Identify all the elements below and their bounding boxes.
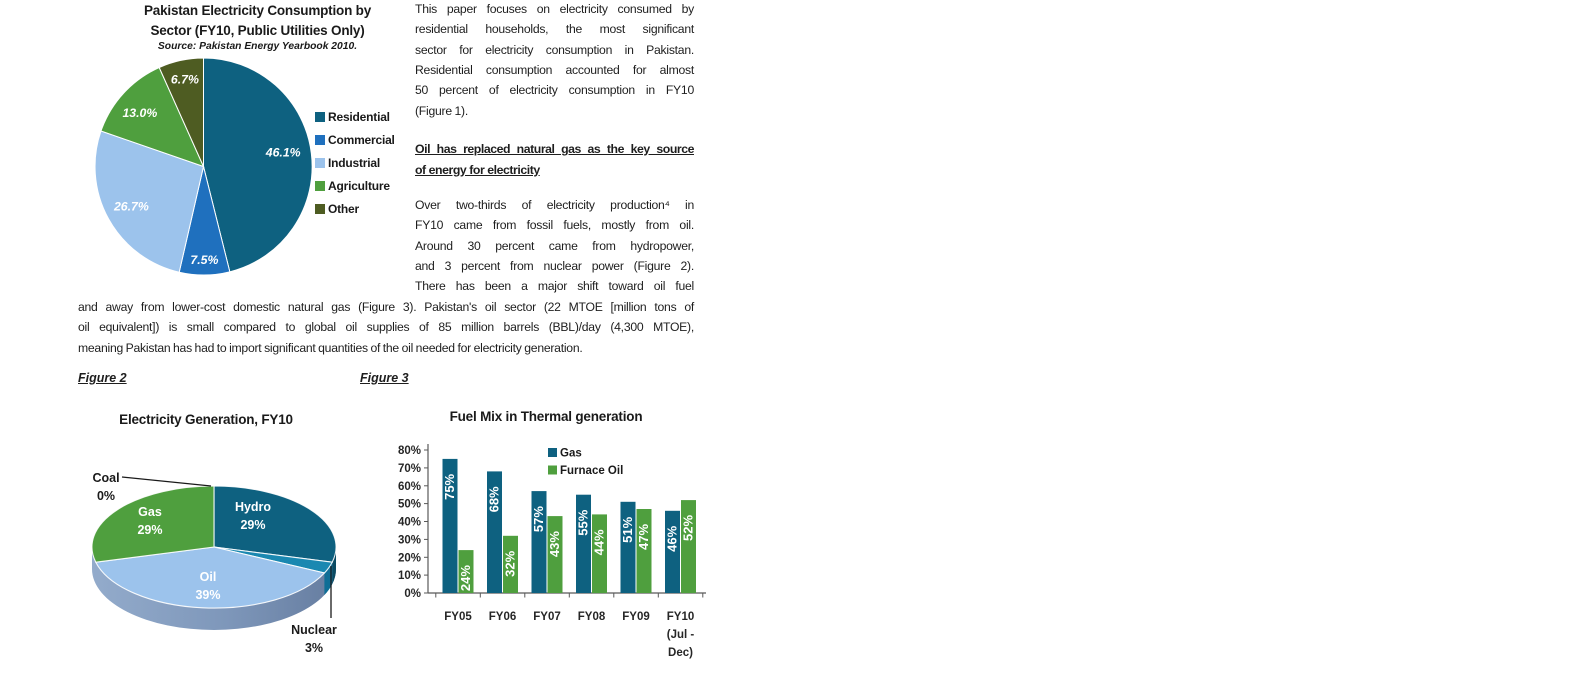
figure3-bar-chart	[390, 436, 716, 666]
bar-value-label: 47%	[636, 523, 651, 551]
x-axis-category-label: FY07	[533, 611, 561, 623]
legend-label: Gas	[560, 447, 582, 460]
figure3-caption: Figure 3	[360, 371, 409, 385]
x-axis-category-label: (Jul -	[666, 629, 695, 641]
y-axis-tick-label: 30%	[397, 534, 421, 547]
paragraph-2	[415, 195, 694, 297]
figure2-caption: Figure 2	[78, 371, 127, 385]
legend-swatch-furnace-oil	[548, 466, 557, 475]
y-axis-tick-label: 40%	[397, 516, 421, 529]
x-axis-category-label: FY09	[622, 611, 650, 623]
y-axis-tick-label: 0%	[404, 588, 421, 600]
x-axis-category-label: FY10	[666, 611, 695, 623]
y-axis-tick-label: 50%	[397, 498, 421, 511]
slice-percent-label: 29%	[137, 523, 163, 537]
paragraph-3	[78, 297, 694, 358]
legend-swatch	[315, 181, 325, 191]
y-axis-tick-label: 10%	[397, 570, 421, 583]
bar-furnace-oil-fy10	[681, 500, 696, 593]
x-axis-category-label: Dec)	[668, 647, 693, 659]
paragraph-line: This paper focuses on electricity consumed by	[415, 2, 694, 16]
slice-name-label: Hydro	[234, 500, 272, 514]
paragraph-line: sector for electricity consumption in Pakistan.	[415, 42, 694, 57]
pie-value-label: 46.1%	[265, 145, 301, 160]
legend-item-other	[315, 197, 395, 220]
pie-value-label: 13.0%	[122, 106, 158, 121]
figure1-title-line1: Pakistan Electricity Consumption by	[143, 3, 372, 18]
bar-gas-fy08	[576, 495, 591, 593]
figure1-pie-chart	[90, 53, 318, 281]
legend-label: Agriculture	[328, 178, 390, 193]
pie-value-label: 6.7%	[170, 72, 199, 87]
figure2-pie3d-chart	[80, 450, 350, 675]
legend-label: Industrial	[328, 155, 381, 170]
bar-value-label: 44%	[591, 529, 607, 556]
paragraph-line: Residential consumption accounted for almost	[415, 63, 694, 78]
legend-item-commercial	[315, 128, 395, 151]
slice-percent-label: 29%	[240, 518, 266, 532]
paragraph-line: residential households, the most significant	[415, 22, 694, 37]
legend-label: Other	[328, 201, 360, 216]
paragraph-line: meaning Pakistan has had to import significant quantities of the oil needed for electricity generation.	[78, 340, 583, 355]
bar-value-label: 52%	[680, 514, 696, 542]
bar-value-label: 51%	[620, 516, 635, 543]
legend-swatch	[315, 112, 325, 122]
bar-gas-fy09	[621, 502, 636, 593]
legend-label: Commercial	[328, 132, 395, 147]
legend-swatch	[315, 135, 325, 145]
figure1-title-line2: Sector (FY10, Public Utilities Only)	[150, 23, 365, 38]
slice-percent-label: 0%	[96, 489, 116, 503]
paragraph-1	[415, 0, 694, 121]
legend-item-industrial	[315, 151, 395, 174]
paragraph-line: and 3 percent from nuclear power (Figure 2).	[415, 259, 694, 274]
y-axis-tick-label: 20%	[397, 552, 421, 565]
section-heading	[415, 139, 694, 181]
paragraph-line: and away from lower-cost domestic natural gas (Figure 3). Pakistan's oil sector (22 MTOE [million tons of	[78, 300, 694, 314]
legend-item-agriculture	[315, 174, 395, 197]
heading-line: of energy for electricity	[415, 163, 540, 177]
x-axis-category-label: FY08	[577, 611, 606, 623]
legend-swatch	[315, 204, 325, 214]
y-axis-tick-label: 70%	[397, 462, 421, 475]
bar-value-label: 57%	[531, 506, 546, 533]
paragraph-line: oil equivalent]) is small compared to global oil supplies of 85 million barrels (BBL)/day (4,300 MTOE),	[78, 320, 694, 335]
x-axis-category-label: FY05	[444, 611, 472, 623]
bar-value-label: 32%	[502, 550, 518, 577]
heading-line: Oil has replaced natural gas as the key source	[415, 142, 694, 156]
slice-name-label: Oil	[199, 570, 217, 584]
bar-value-label: 68%	[486, 486, 502, 513]
x-axis-category-label: FY06	[488, 611, 517, 623]
figure1-legend	[315, 105, 395, 220]
paragraph-line: 50 percent of electricity consumption in FY10	[415, 83, 694, 98]
bar-value-label: 43%	[547, 531, 562, 558]
figure3-title: Fuel Mix in Thermal generation	[449, 409, 643, 424]
slice-percent-label: 39%	[195, 588, 221, 602]
bar-value-label: 46%	[664, 525, 680, 552]
figure1-source: Source: Pakistan Energy Yearbook 2010.	[157, 41, 358, 52]
paragraph-line: Around 30 percent came from hydropower,	[415, 238, 694, 253]
legend-swatch	[315, 158, 325, 168]
bar-value-label: 24%	[458, 565, 473, 592]
paragraph-line: (Figure 1).	[415, 103, 468, 118]
legend-label: Furnace Oil	[560, 465, 624, 477]
coal-leader-line	[122, 477, 211, 486]
paragraph-line: Over two-thirds of electricity production⁴ in	[415, 198, 694, 212]
legend-label: Residential	[328, 109, 390, 124]
paragraph-line: FY10 came from fossil fuels, mostly from oil.	[415, 218, 694, 233]
figure1-header	[95, 1, 420, 52]
y-axis-tick-label: 60%	[397, 480, 421, 493]
slice-name-label: Coal	[92, 471, 120, 485]
pie-value-label: 7.5%	[190, 252, 219, 267]
legend-item-residential	[315, 105, 395, 128]
bar-value-label: 55%	[575, 509, 591, 536]
bar-value-label: 75%	[442, 473, 457, 500]
legend-swatch-gas	[548, 448, 557, 457]
pie-value-label: 26.7%	[113, 199, 149, 214]
paragraph-line: There has been a major shift toward oil fuel	[415, 279, 694, 294]
slice-name-label: Gas	[138, 505, 162, 519]
slice-percent-label: 3%	[304, 641, 324, 655]
figure2-title: Electricity Generation, FY10	[119, 412, 293, 427]
y-axis-tick-label: 80%	[397, 445, 421, 457]
slice-name-label: Nuclear	[291, 623, 337, 637]
